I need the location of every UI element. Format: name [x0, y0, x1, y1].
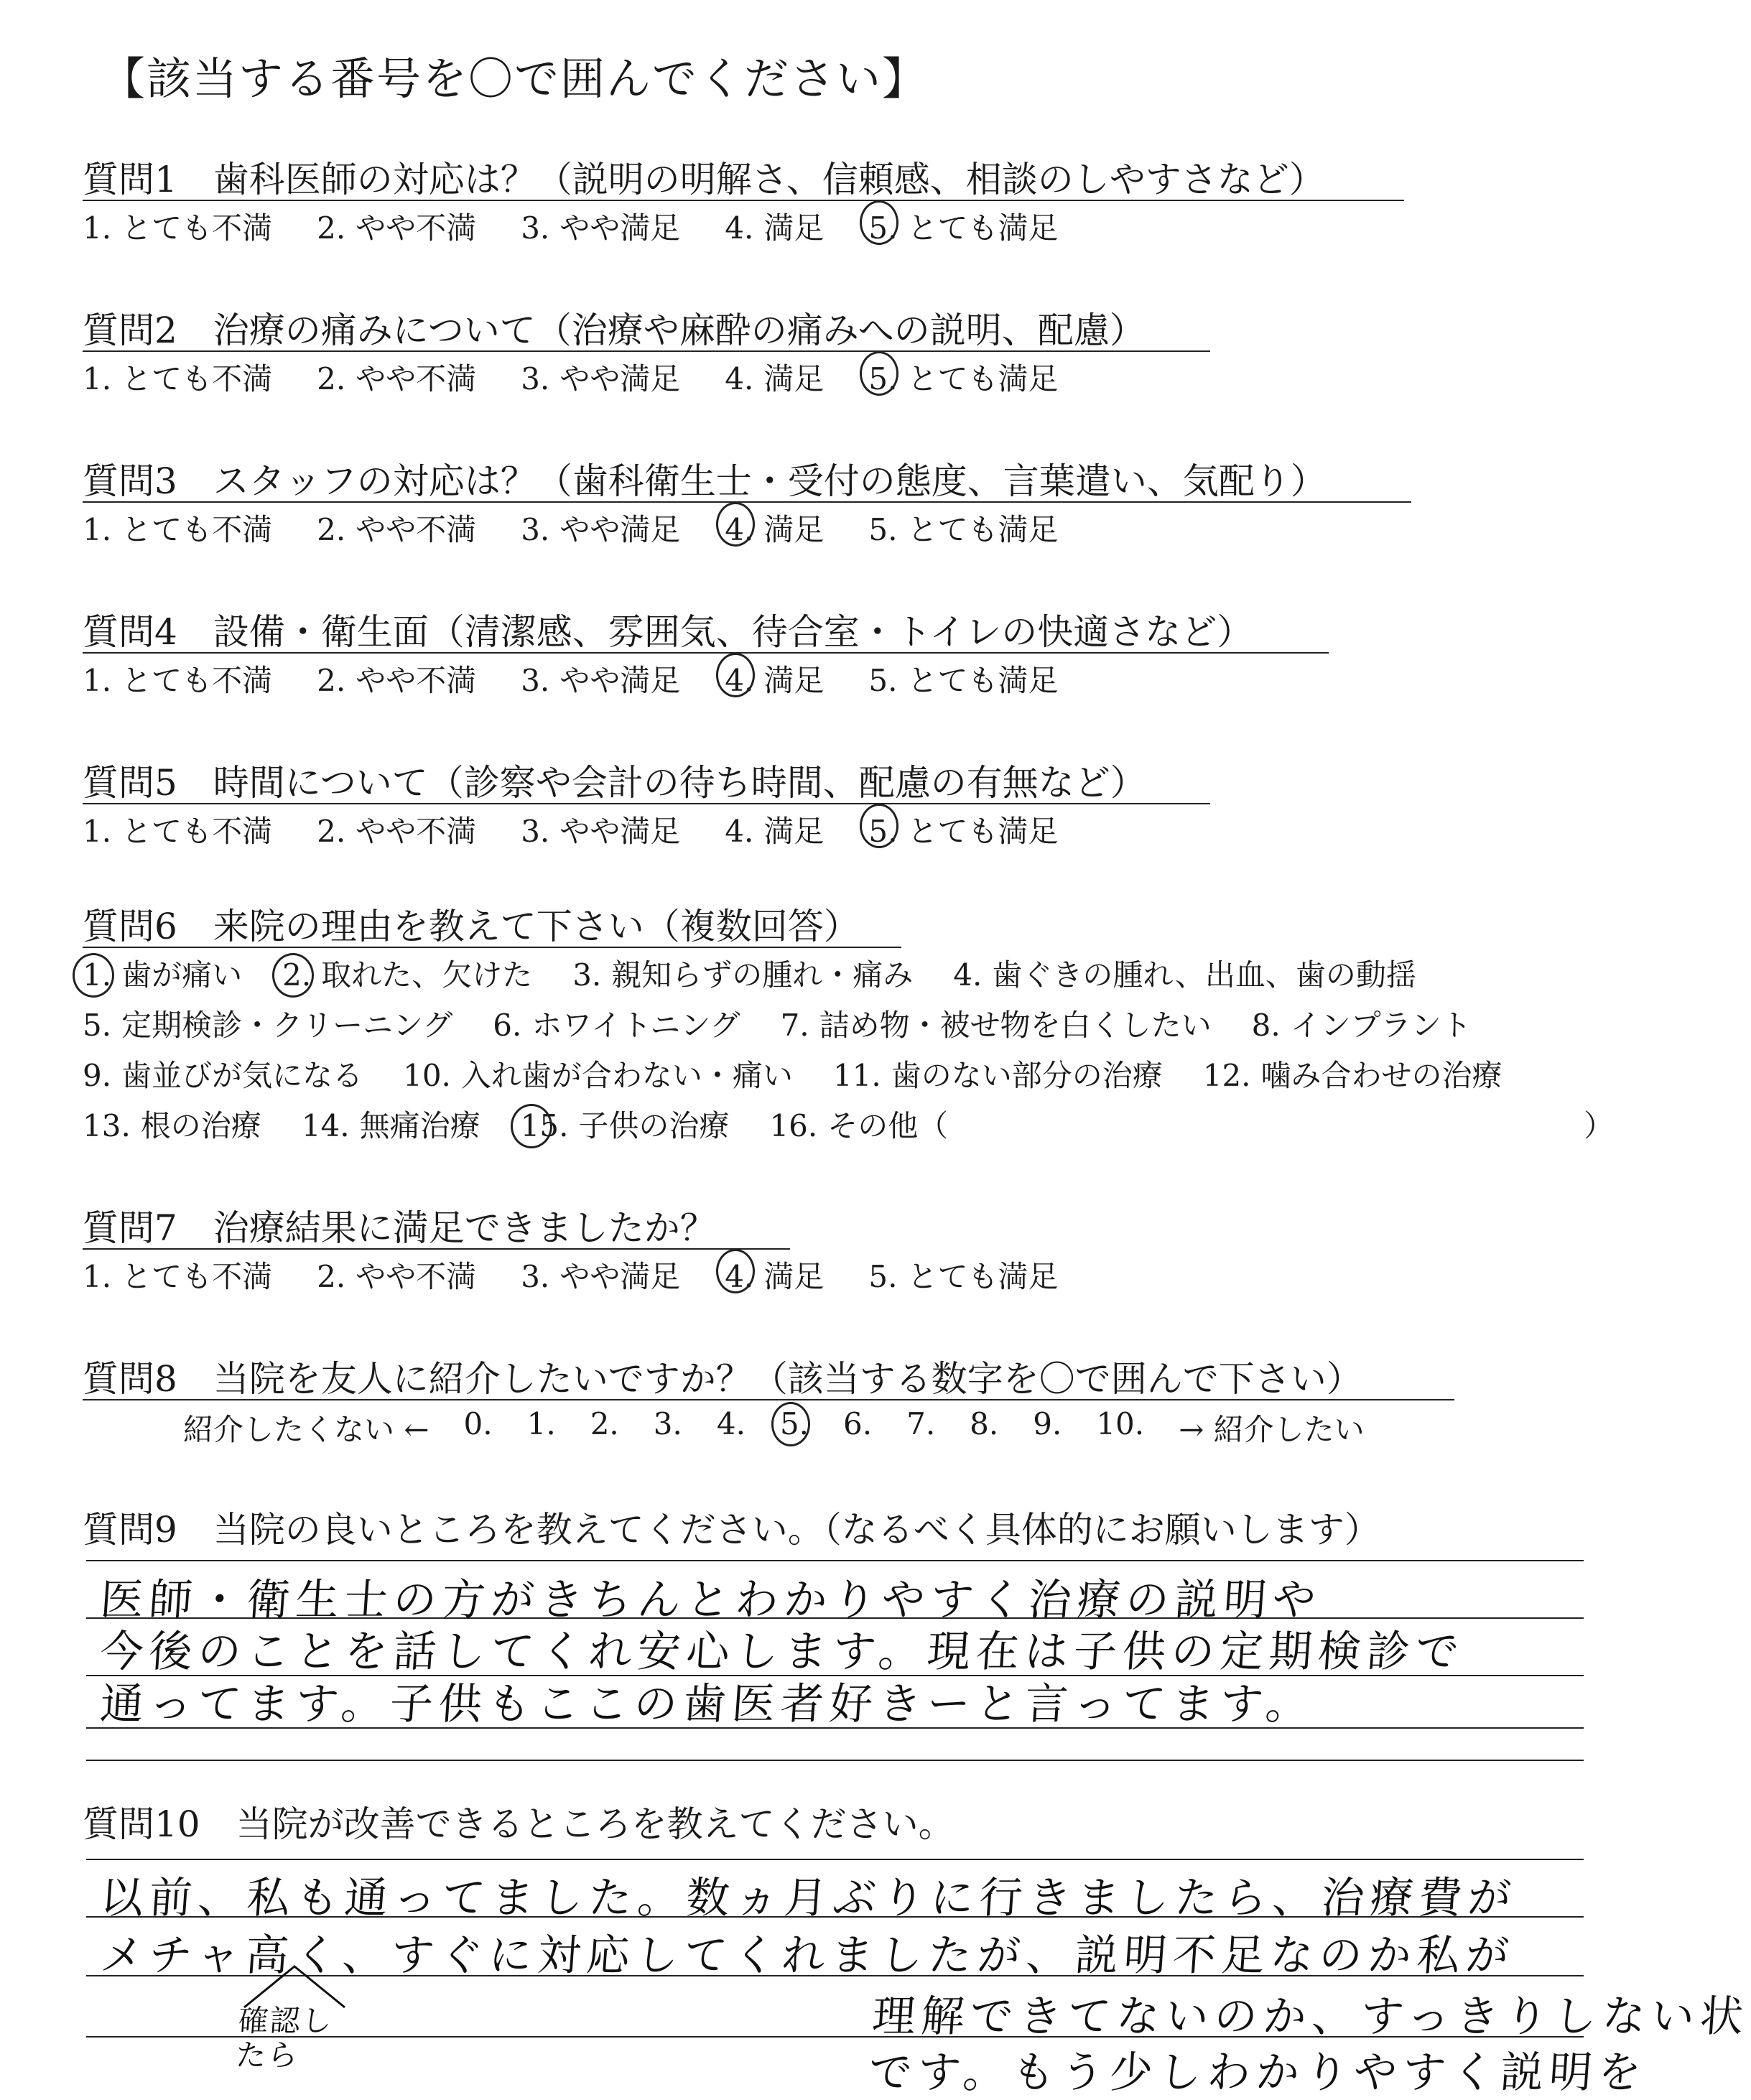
- q10-answer-line-3: 理解できてないのか、すっきりしない状: [870, 1992, 1751, 2042]
- q8-scale-option[interactable]: 0.: [463, 1406, 493, 1441]
- q5-options: [83, 808, 1102, 851]
- q2-option-1[interactable]: 1. とても不満: [83, 361, 273, 396]
- q2-option-4[interactable]: 4. 満足: [725, 361, 825, 396]
- q6-row: [83, 1102, 988, 1146]
- q8-scale-option[interactable]: 5.: [780, 1406, 809, 1449]
- q8-title: 質問8 当院を友人に紹介したいですか？（該当する数字を〇で囲んで下さい）: [83, 1358, 1362, 1400]
- q9-answer-line-1: 医師・衛生士の方がきちんとわかりやすく治療の説明や: [98, 1575, 1324, 1625]
- q5-title: 質問5 時間について（診察や会計の待ち時間、配慮の有無など）: [83, 762, 1146, 804]
- q5-option-2[interactable]: 2. やや不満: [317, 814, 477, 849]
- q1-title: 質問1 歯科医師の対応は？（説明の明解さ、信頼感、相談のしやすさなど）: [83, 159, 1325, 200]
- q6-reason-option[interactable]: 5. 定期検診・クリーニング: [83, 1008, 453, 1043]
- q9-rule-5: [86, 1760, 1584, 1761]
- q6-close-paren: ）: [1584, 1108, 1615, 1143]
- q1-option-2[interactable]: 2. やや不満: [317, 210, 477, 246]
- q2-title: 質問2 治療の痛みについて（治療や麻酔の痛みへの説明、配慮）: [83, 310, 1146, 351]
- q4-option-2[interactable]: 2. やや不満: [317, 663, 477, 698]
- q6-reason-option[interactable]: 16. その他（: [769, 1108, 949, 1143]
- q6-reason-option[interactable]: 8. インプラント: [1251, 1008, 1472, 1043]
- q8-scale-option[interactable]: 1.: [526, 1406, 556, 1441]
- q10-answer-line-1: 以前、私も通ってました。数ヵ月ぶりに行きましたら、治療費が: [98, 1873, 1519, 1923]
- q6-row: [83, 1002, 1512, 1045]
- q10-answer-line-2: メチャ高く、すぐに対応してくれましたが、説明不足なのか私が: [98, 1931, 1517, 1981]
- q3-options: [83, 506, 1102, 549]
- q6-reason-option[interactable]: 7. 詰め物・被せ物を白くしたい: [780, 1008, 1212, 1043]
- q7-option-1[interactable]: 1. とても不満: [83, 1259, 273, 1294]
- q7-title: 質問7 治療結果に満足できましたか？: [83, 1207, 716, 1249]
- q8-scale-option[interactable]: 9.: [1033, 1406, 1062, 1441]
- instruction-heading: 【該当する番号を〇で囲んでください】: [101, 52, 929, 105]
- q6-reason-option[interactable]: 14. 無痛治療: [301, 1108, 480, 1143]
- q9-answer-line-2: 今後のことを話してくれ安心します。現在は子供の定期検診で: [98, 1627, 1467, 1677]
- q6-reason-option[interactable]: 9. 歯並びが気になる: [83, 1058, 363, 1093]
- q7-option-4[interactable]: 4. 満足: [725, 1259, 825, 1294]
- q8-scale-option[interactable]: 4.: [716, 1406, 746, 1441]
- q8-right-label: → 紹介したい: [1179, 1412, 1365, 1447]
- q3-option-5[interactable]: 5. とても満足: [868, 512, 1059, 547]
- q4-options: [83, 657, 1102, 700]
- q4-option-3[interactable]: 3. やや満足: [521, 663, 681, 698]
- q2-option-2[interactable]: 2. やや不満: [317, 361, 477, 396]
- q1-option-5[interactable]: 5. とても満足: [868, 210, 1059, 246]
- q3-underline: [83, 501, 1411, 503]
- q4-option-1[interactable]: 1. とても不満: [83, 663, 273, 698]
- q5-option-5[interactable]: 5. とても満足: [868, 814, 1059, 849]
- q6-reason-option[interactable]: 1. 歯が痛い: [83, 957, 243, 993]
- q6-row: [83, 952, 1457, 995]
- q8-scale-option[interactable]: 6.: [843, 1406, 873, 1441]
- q3-option-1[interactable]: 1. とても不満: [83, 512, 273, 547]
- q8-scale: [183, 1406, 1399, 1449]
- q8-scale-option[interactable]: 8.: [970, 1406, 999, 1441]
- q4-title: 質問4 設備・衛生面（清潔感、雰囲気、待合室・トイレの快適さなど）: [83, 611, 1253, 653]
- q1-options: [83, 205, 1102, 248]
- q8-scale-option[interactable]: 2.: [590, 1406, 619, 1441]
- q9-rule-1: [86, 1560, 1584, 1561]
- q6-reason-option[interactable]: 4. 歯ぐきの腫れ、出血、歯の動揺: [953, 957, 1416, 993]
- q6-reason-option[interactable]: 15. 子供の治療: [520, 1108, 730, 1143]
- q6-reason-option[interactable]: 3. 親知らずの腫れ・痛み: [572, 957, 914, 993]
- q2-options: [83, 356, 1102, 399]
- q6-title: 質問6 来院の理由を教えて下さい（複数回答）: [83, 906, 860, 947]
- q7-underline: [83, 1248, 790, 1250]
- q3-option-2[interactable]: 2. やや不満: [317, 512, 477, 547]
- q6-reason-option[interactable]: 13. 根の治療: [83, 1108, 261, 1143]
- q7-option-3[interactable]: 3. やや満足: [521, 1259, 681, 1294]
- q4-option-4[interactable]: 4. 満足: [725, 663, 825, 698]
- q1-option-4[interactable]: 4. 満足: [725, 210, 825, 246]
- q7-option-2[interactable]: 2. やや不満: [317, 1259, 477, 1294]
- q6-reason-option[interactable]: 12. 噛み合わせの治療: [1202, 1058, 1502, 1093]
- q6-reason-option[interactable]: 2. 取れた、欠けた: [282, 957, 533, 993]
- q8-scale-option[interactable]: 7.: [906, 1406, 936, 1441]
- q5-option-1[interactable]: 1. とても不満: [83, 814, 273, 849]
- q10-margin-note: 確認したら: [234, 2003, 335, 2073]
- q3-option-3[interactable]: 3. やや満足: [521, 512, 681, 547]
- q6-reason-option[interactable]: 11. 歯のない部分の治療: [832, 1058, 1163, 1093]
- q2-option-5[interactable]: 5. とても満足: [868, 361, 1059, 396]
- q8-left-label: 紹介したくない ←: [183, 1412, 429, 1447]
- q1-underline: [83, 200, 1404, 201]
- q8-scale-option[interactable]: 10.: [1096, 1406, 1145, 1441]
- q8-scale-option[interactable]: 3.: [653, 1406, 682, 1441]
- q2-option-3[interactable]: 3. やや満足: [521, 361, 681, 396]
- q4-option-5[interactable]: 5. とても満足: [868, 663, 1059, 698]
- q9-answer-line-3: 通ってます。子供もここの歯医者好きーと言ってます。: [98, 1679, 1316, 1729]
- q3-title: 質問3 スタッフの対応は？（歯科衛生士・受付の態度、言葉遣い、気配り）: [83, 460, 1327, 502]
- q6-reason-option[interactable]: 6. ホワイトニング: [493, 1008, 740, 1043]
- q10-answer-line-4: です。もう少しわかりやすく説明を: [867, 2048, 1649, 2098]
- q5-option-4[interactable]: 4. 満足: [725, 814, 825, 849]
- q7-options: [83, 1253, 1102, 1296]
- q3-option-4[interactable]: 4. 満足: [725, 512, 825, 547]
- q10-rule-1: [86, 1859, 1584, 1860]
- q5-option-3[interactable]: 3. やや満足: [521, 814, 681, 849]
- q1-option-1[interactable]: 1. とても不満: [83, 210, 273, 246]
- q6-underline: [83, 947, 901, 948]
- q6-row: [83, 1052, 1543, 1095]
- q10-title: 質問10 当院が改善できるところを教えてください。: [83, 1803, 955, 1845]
- q2-underline: [83, 350, 1210, 352]
- q8-underline: [83, 1399, 1454, 1400]
- q5-underline: [83, 803, 1210, 804]
- q4-underline: [83, 652, 1329, 654]
- q6-reason-option[interactable]: 10. 入れ歯が合わない・痛い: [403, 1058, 793, 1093]
- q1-option-3[interactable]: 3. やや満足: [521, 210, 681, 246]
- q9-title: 質問9 当院の良いところを教えてください。（なるべく具体的にお願いします）: [83, 1509, 1380, 1551]
- q7-option-5[interactable]: 5. とても満足: [868, 1259, 1059, 1294]
